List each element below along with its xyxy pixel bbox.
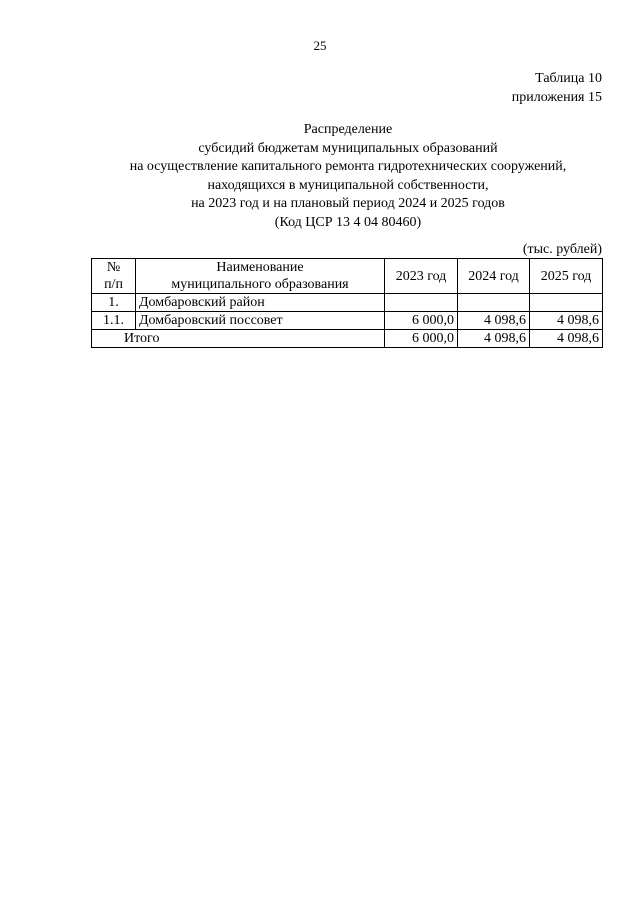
- table-row: [92, 294, 603, 312]
- header-2024: 2024 год: [458, 259, 530, 294]
- page-number: 25: [313, 38, 327, 53]
- table-header-row: [92, 259, 603, 294]
- total-2025: 4 098,6: [530, 330, 603, 348]
- header-name: Наименование муниципального образования: [136, 259, 385, 294]
- table-ref-line-2: приложения 15: [511, 90, 602, 105]
- row-2024: [458, 294, 530, 312]
- total-label: Итого: [92, 330, 385, 348]
- document-title: [70, 121, 626, 232]
- row-number: 1.1.: [92, 312, 136, 330]
- total-2023: 6 000,0: [385, 330, 458, 348]
- row-2025: [530, 294, 603, 312]
- header-2023: 2023 год: [385, 259, 458, 294]
- title-line-6: (Код ЦСР 13 4 04 80460): [274, 214, 422, 230]
- row-2024: 4 098,6: [458, 312, 530, 330]
- subsidy-table: [91, 258, 603, 348]
- units-label: (тыс. рублей): [522, 242, 602, 257]
- table-ref-line-1: Таблица 10: [535, 71, 602, 86]
- table-row: [92, 312, 603, 330]
- title-line-3: на осуществление капитального ремонта гидротехнических сооружений,: [129, 159, 567, 174]
- table-total-row: [92, 330, 603, 348]
- row-2023: [385, 294, 458, 312]
- row-2023: 6 000,0: [385, 312, 458, 330]
- table-reference: [512, 69, 602, 107]
- title-line-1: Распределение: [303, 122, 393, 137]
- total-2024: 4 098,6: [458, 330, 530, 348]
- header-number: № п/п: [92, 259, 136, 294]
- title-line-4: находящихся в муниципальной собственности,: [207, 177, 489, 193]
- row-2025: 4 098,6: [530, 312, 603, 330]
- row-name: Домбаровский район: [136, 294, 385, 312]
- header-2025: 2025 год: [530, 259, 603, 294]
- title-line-5: на 2023 год и на плановый период 2024 и 2025 годов: [191, 196, 505, 211]
- row-name: Домбаровский поссовет: [136, 312, 385, 330]
- row-number: 1.: [92, 294, 136, 312]
- title-line-2: субсидий бюджетам муниципальных образований: [198, 140, 498, 156]
